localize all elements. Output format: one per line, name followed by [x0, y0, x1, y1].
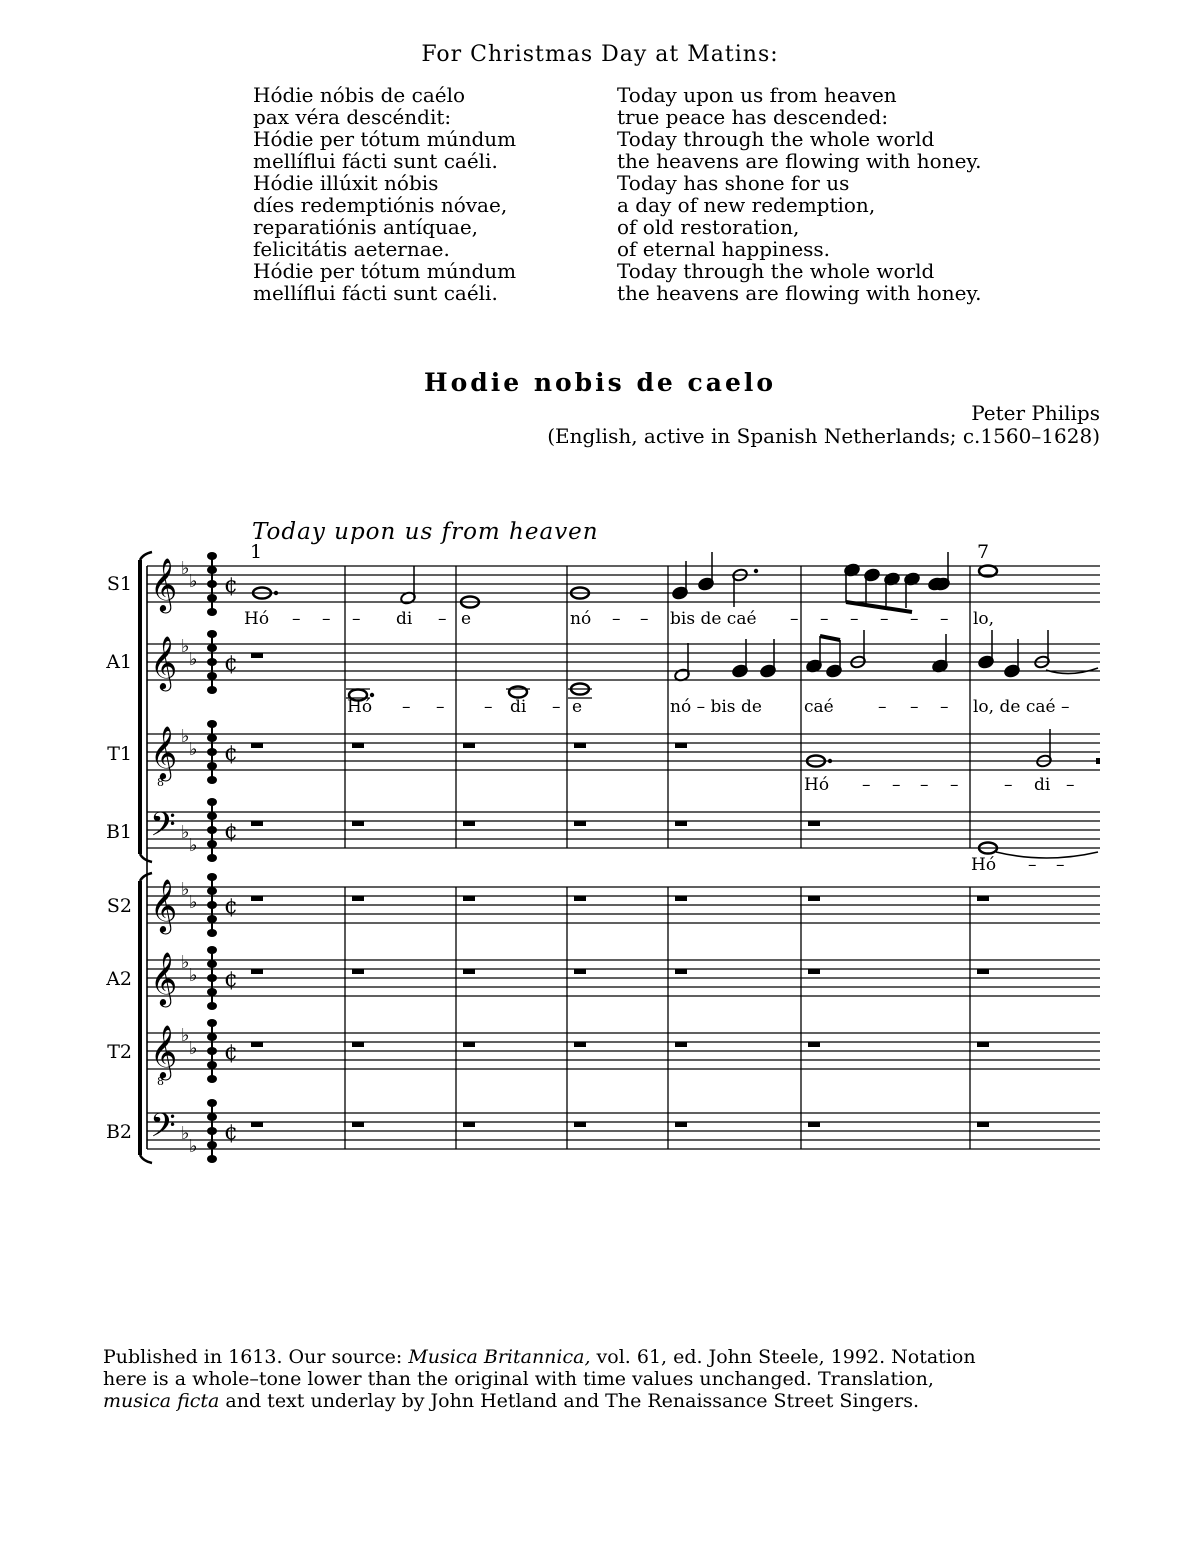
- rest-icon: [808, 1122, 820, 1127]
- cut-time-icon: ¢: [224, 1040, 238, 1065]
- source-title: Musica Britannica,: [408, 1346, 591, 1368]
- lyric-syllable: –: [790, 609, 799, 629]
- rest-icon: [463, 743, 475, 748]
- lyric-syllable: –: [438, 609, 447, 629]
- treble-clef-icon: 𝄞: [150, 878, 178, 932]
- part-label-t2: T2: [107, 1041, 132, 1063]
- rest-icon: [574, 1122, 586, 1127]
- lyric-syllable: lo,: [973, 609, 995, 629]
- rest-icon: [352, 821, 364, 826]
- bass-clef-icon: 𝄢: [150, 806, 176, 852]
- ambitus-note: [207, 960, 217, 968]
- rest-icon: [574, 821, 586, 826]
- lyric-syllable: di: [510, 697, 527, 717]
- ambitus-note: [207, 974, 217, 982]
- cut-time-icon: ¢: [224, 819, 238, 844]
- rest-icon: [352, 969, 364, 974]
- lyric-syllable: –: [820, 609, 829, 629]
- rest-icon: [352, 1042, 364, 1047]
- latin-line: Hódie nóbis de caélo: [253, 83, 466, 107]
- rest-icon: [251, 821, 263, 826]
- ambitus-note: [207, 798, 217, 806]
- lyric-syllable: di: [396, 609, 413, 629]
- flat-icon: ♭: [189, 1136, 198, 1157]
- cut-time-icon: ¢: [224, 741, 238, 766]
- english-line: Today through the whole world: [617, 259, 935, 283]
- latin-line: reparatiónis antíquae,: [253, 215, 479, 239]
- ambitus-note: [207, 1033, 217, 1041]
- ambitus-note: [207, 566, 217, 574]
- piece-title: Hodie nobis de caelo: [423, 368, 777, 397]
- flat-icon: ♭: [181, 1123, 190, 1144]
- ambitus-note: [207, 1075, 217, 1083]
- ambitus-note: [207, 644, 217, 652]
- rest-icon: [574, 743, 586, 748]
- flat-icon: ♭: [181, 952, 190, 973]
- english-line: true peace has descended:: [617, 105, 889, 129]
- rest-icon: [675, 896, 687, 901]
- ambitus-note: [207, 580, 217, 588]
- lyric-syllable: bis de caé: [670, 609, 757, 629]
- part-label-b1: B1: [105, 821, 132, 843]
- latin-line: mellíflui fácti sunt caéli.: [253, 149, 498, 173]
- flat-icon: ♭: [189, 649, 198, 670]
- rest-icon: [352, 896, 364, 901]
- octave-mark: 8: [157, 1075, 164, 1088]
- note-head: [1096, 758, 1100, 764]
- flat-icon: ♭: [181, 636, 190, 657]
- footer-text: here is a whole–tone lower than the original with time values unchanged. Translation,: [103, 1368, 934, 1390]
- group-bracket: [140, 854, 152, 862]
- bar-number: 1: [250, 541, 263, 563]
- bar-number: 7: [977, 541, 990, 563]
- ambitus-note: [207, 1047, 217, 1055]
- lyric-syllable: di: [1034, 775, 1051, 795]
- cut-time-icon: ¢: [224, 573, 238, 598]
- lyric-syllable: –: [352, 609, 361, 629]
- english-line: a day of new redemption,: [617, 193, 876, 217]
- ambitus-note: [207, 1141, 217, 1149]
- flat-icon: ♭: [181, 558, 190, 579]
- english-line: the heavens are flowing with honey.: [617, 149, 982, 173]
- ambitus-note: [207, 840, 217, 848]
- flat-icon: ♭: [189, 965, 198, 986]
- ambitus-note: [207, 1002, 217, 1010]
- rest-icon: [251, 653, 263, 658]
- ambitus-note: [207, 1061, 217, 1069]
- ambitus-note: [207, 915, 217, 923]
- ambitus-note: [207, 608, 217, 616]
- ambitus-note: [207, 1113, 217, 1121]
- rest-icon: [808, 896, 820, 901]
- rest-icon: [352, 1122, 364, 1127]
- group-bracket: [140, 1155, 152, 1163]
- ambitus-note: [207, 720, 217, 728]
- english-line: Today through the whole world: [617, 127, 935, 151]
- bass-clef-icon: 𝄢: [150, 1107, 176, 1153]
- ambitus-note: [207, 929, 217, 937]
- lyric-syllable: Hó: [244, 609, 270, 629]
- treble-clef-icon: 𝄞: [150, 635, 178, 689]
- part-label-s1: S1: [106, 573, 132, 595]
- lyric-syllable: Hó: [804, 775, 830, 795]
- part-label-a2: A2: [106, 968, 132, 990]
- note-dot: [828, 759, 832, 763]
- lyric-syllable: nó: [570, 609, 592, 629]
- footer-text: Published in 1613. Our source:: [103, 1346, 409, 1368]
- rest-icon: [352, 743, 364, 748]
- lyric-syllable: –: [850, 609, 859, 629]
- treble-clef-icon: 𝄞: [150, 725, 178, 779]
- ambitus-note: [207, 552, 217, 560]
- ambitus-note: [207, 887, 217, 895]
- lyric-syllable: e: [572, 697, 583, 717]
- lyric-syllable: –: [910, 697, 919, 717]
- rest-icon: [675, 1122, 687, 1127]
- rest-icon: [463, 1122, 475, 1127]
- ambitus-note: [207, 901, 217, 909]
- rest-icon: [675, 1042, 687, 1047]
- publication-note: [103, 1346, 1103, 1412]
- ambitus-note: [207, 946, 217, 954]
- musica-ficta-term: musica ficta: [103, 1390, 220, 1412]
- latin-line: mellíflui fácti sunt caéli.: [253, 281, 498, 305]
- flat-icon: ♭: [181, 726, 190, 747]
- tempo-marking: Today upon us from heaven: [252, 519, 599, 545]
- lyric-syllable: nó – bis de: [670, 697, 762, 717]
- flat-icon: ♭: [189, 739, 198, 760]
- lyric-syllable: –: [862, 775, 871, 795]
- rest-icon: [574, 969, 586, 974]
- footer-text: vol. 61, ed. John Steele, 1992. Notation: [590, 1346, 976, 1368]
- rest-icon: [463, 1042, 475, 1047]
- part-label-s2: S2: [106, 895, 132, 917]
- latin-line: pax véra descéndit:: [253, 105, 452, 129]
- part-label-b2: B2: [105, 1121, 132, 1143]
- tie: [996, 852, 1098, 858]
- ambitus-note: [207, 1155, 217, 1163]
- rest-icon: [808, 821, 820, 826]
- composer-note: (English, active in Spanish Netherlands; c.1560–1628): [547, 424, 1100, 448]
- ambitus-note: [207, 826, 217, 834]
- whole-note: [509, 687, 527, 698]
- staff-lines: [140, 552, 1100, 1163]
- lyric-syllable: –: [920, 775, 929, 795]
- flat-icon: ♭: [189, 892, 198, 913]
- rest-icon: [251, 1122, 263, 1127]
- octave-mark: 8: [157, 776, 164, 789]
- flat-icon: ♭: [181, 1025, 190, 1046]
- lyric-syllable: –: [940, 609, 949, 629]
- latin-line: Hódie per tótum múndum: [253, 127, 517, 151]
- part-label-t1: T1: [107, 743, 132, 765]
- rest-icon: [977, 969, 989, 974]
- lyric-syllable: lo, de caé –: [973, 697, 1070, 717]
- lyric-syllable: –: [322, 609, 331, 629]
- flat-icon: ♭: [181, 879, 190, 900]
- lyric-syllable: –: [950, 775, 959, 795]
- latin-line: Hódie illúxit nóbis: [253, 171, 439, 195]
- lyric-syllable: –: [1066, 775, 1075, 795]
- cut-time-icon: ¢: [224, 894, 238, 919]
- rest-icon: [675, 821, 687, 826]
- rest-icon: [463, 896, 475, 901]
- rest-icon: [251, 1042, 263, 1047]
- rest-icon: [574, 1042, 586, 1047]
- rest-icon: [251, 969, 263, 974]
- lyric-syllable: –: [436, 697, 445, 717]
- english-line: the heavens are flowing with honey.: [617, 281, 982, 305]
- ambitus-note: [207, 1127, 217, 1135]
- ambitus-note: [207, 873, 217, 881]
- ambitus-note: [207, 812, 217, 820]
- lyric-syllable: –: [878, 697, 887, 717]
- ambitus-note: [207, 686, 217, 694]
- flat-icon: ♭: [181, 822, 190, 843]
- english-line: of eternal happiness.: [617, 237, 831, 261]
- note-dot: [274, 591, 278, 595]
- rest-icon: [251, 743, 263, 748]
- rest-icon: [808, 1042, 820, 1047]
- note-dot: [754, 569, 758, 573]
- treble-clef-icon: 𝄞: [150, 951, 178, 1005]
- ambitus-note: [207, 630, 217, 638]
- beam: [820, 636, 840, 640]
- latin-line: Hódie per tótum múndum: [253, 259, 517, 283]
- composer-name: Peter Philips: [971, 401, 1100, 425]
- ambitus-note: [207, 988, 217, 996]
- rest-icon: [574, 896, 586, 901]
- lyric-syllable: caé: [804, 697, 834, 717]
- ambitus-note: [207, 734, 217, 742]
- lyric-syllable: –: [552, 697, 561, 717]
- lyric-syllable: –: [910, 609, 919, 629]
- english-line: of old restoration,: [617, 215, 800, 239]
- rest-icon: [675, 743, 687, 748]
- rest-icon: [463, 821, 475, 826]
- rest-icon: [977, 1042, 989, 1047]
- flat-icon: ♭: [189, 1038, 198, 1059]
- lyric-syllable: –: [1028, 855, 1037, 875]
- cut-time-icon: ¢: [224, 651, 238, 676]
- lyric-syllable: –: [292, 609, 301, 629]
- lyric-syllable: –: [484, 697, 493, 717]
- rest-icon: [977, 896, 989, 901]
- page-heading: For Christmas Day at Matins:: [421, 42, 779, 67]
- treble-clef-icon: 𝄞: [150, 557, 178, 611]
- flat-icon: ♭: [189, 571, 198, 592]
- lyric-syllable: –: [940, 697, 949, 717]
- treble-clef-icon: 𝄞: [150, 1024, 178, 1078]
- rest-icon: [251, 896, 263, 901]
- ambitus-note: [207, 1019, 217, 1027]
- rest-icon: [808, 969, 820, 974]
- ambitus-note: [207, 748, 217, 756]
- rest-icon: [977, 1122, 989, 1127]
- lyric-syllable: Hó: [971, 855, 997, 875]
- lyric-syllable: –: [880, 609, 889, 629]
- english-line: Today upon us from heaven: [617, 83, 897, 107]
- lyric-syllable: Hó: [347, 697, 373, 717]
- ambitus-note: [207, 854, 217, 862]
- ambitus-note: [207, 762, 217, 770]
- ambitus-note: [207, 594, 217, 602]
- flat-icon: ♭: [189, 835, 198, 856]
- lyric-syllable: –: [1004, 775, 1013, 795]
- footer-text: and text underlay by John Hetland and The Renaissance Street Singers.: [219, 1390, 920, 1412]
- rest-icon: [463, 969, 475, 974]
- lyric-syllable: –: [1056, 855, 1065, 875]
- rest-icon: [675, 969, 687, 974]
- latin-line: felicitátis aeternae.: [253, 237, 450, 261]
- ambitus-note: [207, 672, 217, 680]
- cut-time-icon: ¢: [224, 1120, 238, 1145]
- cut-time-icon: ¢: [224, 967, 238, 992]
- ambitus-note: [207, 658, 217, 666]
- lyric-syllable: –: [892, 775, 901, 795]
- lyric-syllable: e: [461, 609, 472, 629]
- english-line: Today has shone for us: [617, 171, 850, 195]
- ambitus-note: [207, 1099, 217, 1107]
- lyric-syllable: –: [640, 609, 649, 629]
- latin-line: díes redemptiónis nóvae,: [253, 193, 508, 217]
- part-label-a1: A1: [106, 651, 132, 673]
- lyric-syllable: –: [612, 609, 621, 629]
- lyric-syllable: –: [402, 697, 411, 717]
- ambitus-note: [207, 776, 217, 784]
